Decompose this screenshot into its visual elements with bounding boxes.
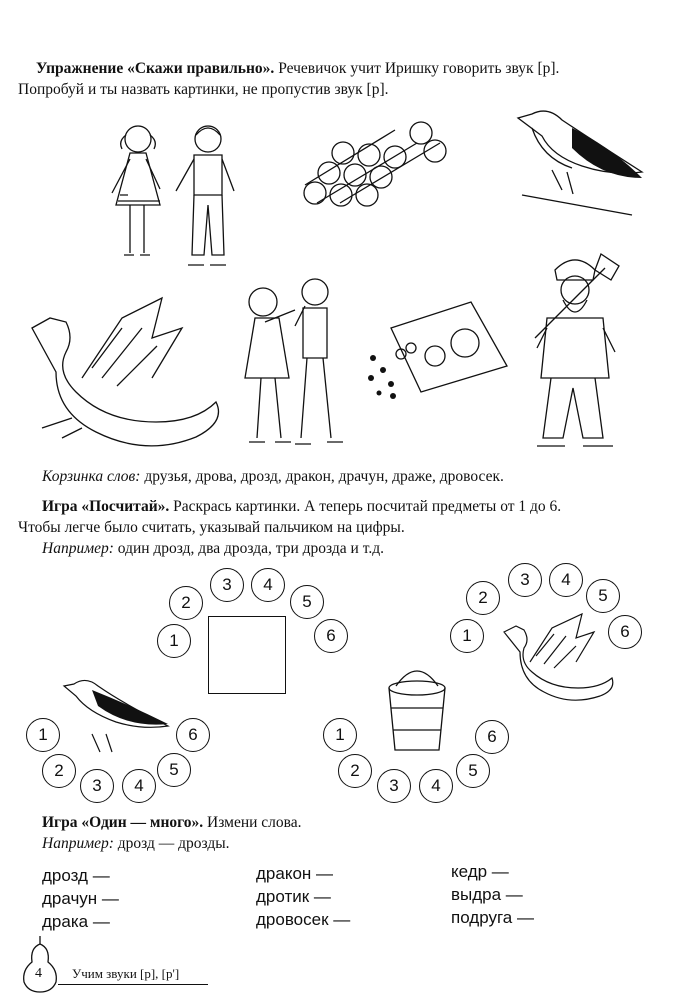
count-circle-5: 5: [290, 585, 324, 619]
page-number: 4: [35, 966, 42, 981]
woodcutter-icon: [525, 248, 635, 458]
exercise1-line1: [36, 58, 656, 79]
exercise1-title: Упражнение «Скажи правильно».: [36, 60, 275, 77]
count-circle-3: 3: [508, 563, 542, 597]
count-circle-5: 5: [157, 753, 191, 787]
fighting-boys-icon: [235, 262, 355, 457]
count-circle-6: 6: [314, 619, 348, 653]
game-count-title: Игра «Посчитай».: [42, 498, 170, 515]
game-count-line1-rest: Раскрась картинки. А теперь посчитай предметы от 1 до 6.: [169, 498, 562, 515]
game-count-line2: Чтобы легче было считать, указывай пальчиком на цифры.: [18, 519, 405, 536]
pear-icon: [20, 934, 60, 994]
count-circle-1: 1: [26, 718, 60, 752]
count-circle-2: 2: [466, 581, 500, 615]
word-col3-item: кедр —: [451, 862, 509, 881]
count-circle-5: 5: [586, 579, 620, 613]
count-circle-4: 4: [251, 568, 285, 602]
game-one-many-example-label: Например:: [42, 835, 114, 852]
thrush-icon: [512, 100, 647, 215]
count-circle-2: 2: [169, 586, 203, 620]
game-one-many-line1: [42, 812, 662, 833]
count-circle-1: 1: [450, 619, 484, 653]
word-col1-item: драка —: [42, 912, 110, 931]
word-basket-label: Корзинка слов:: [42, 468, 141, 485]
dragon-icon: [22, 298, 227, 453]
count-circle-2: 2: [42, 754, 76, 788]
count-circle-1: 1: [323, 718, 357, 752]
game-count-example: [42, 538, 662, 559]
empty-square-icon: [208, 616, 286, 694]
footer-rule: [58, 984, 208, 985]
count-circle-4: 4: [419, 769, 453, 803]
count-circle-1: 1: [157, 624, 191, 658]
count-circle-6: 6: [475, 720, 509, 754]
count-circle-5: 5: [456, 754, 490, 788]
count-circle-6: 6: [608, 615, 642, 649]
game-one-many-example-text: дрозд — дрозды.: [113, 835, 230, 852]
count-circle-3: 3: [80, 769, 114, 803]
word-col3-item: подруга —: [451, 908, 534, 927]
word-col2-item: дротик —: [256, 887, 331, 906]
game-one-many-title-rest: Измени слова.: [203, 814, 302, 831]
game-count-example-text: один дрозд, два дрозда, три дрозда и т.д.: [113, 540, 384, 557]
word-col1-item: дрозд —: [42, 866, 110, 885]
game-one-many-example: [42, 833, 662, 854]
running-title: Учим звуки [р], [р']: [72, 966, 180, 981]
count-circle-2: 2: [338, 754, 372, 788]
count-circle-3: 3: [210, 568, 244, 602]
bucket-icon: [382, 668, 452, 758]
game-count-line1: [42, 496, 672, 517]
count-circle-6: 6: [176, 718, 210, 752]
count-circle-4: 4: [122, 769, 156, 803]
game-one-many-title: Игра «Один — много».: [42, 814, 204, 831]
count-circle-3: 3: [377, 769, 411, 803]
logs-icon: [295, 115, 450, 210]
word-col1-item: драчун —: [42, 889, 119, 908]
exercise1-line1-rest: Речевичок учит Иришку говорить звук [р].: [274, 60, 560, 77]
word-col2-item: дракон —: [256, 864, 334, 883]
dragon-icon: [500, 612, 620, 702]
exercise1-line2: Попробуй и ты назвать картинки, не пропустив звук [р].: [18, 81, 389, 98]
word-basket-words: друзья, дрова, дрозд, дракон, драчун, драже, дровосек.: [140, 468, 504, 485]
count-circle-4: 4: [549, 563, 583, 597]
game-count-example-label: Например:: [42, 540, 114, 557]
word-col2-item: дровосек —: [256, 910, 351, 929]
word-basket-line: [42, 466, 662, 487]
children-icon: [90, 115, 250, 280]
dragee-bag-icon: [365, 298, 510, 408]
word-col3-item: выдра —: [451, 885, 523, 904]
thrush-icon: [62, 674, 177, 759]
